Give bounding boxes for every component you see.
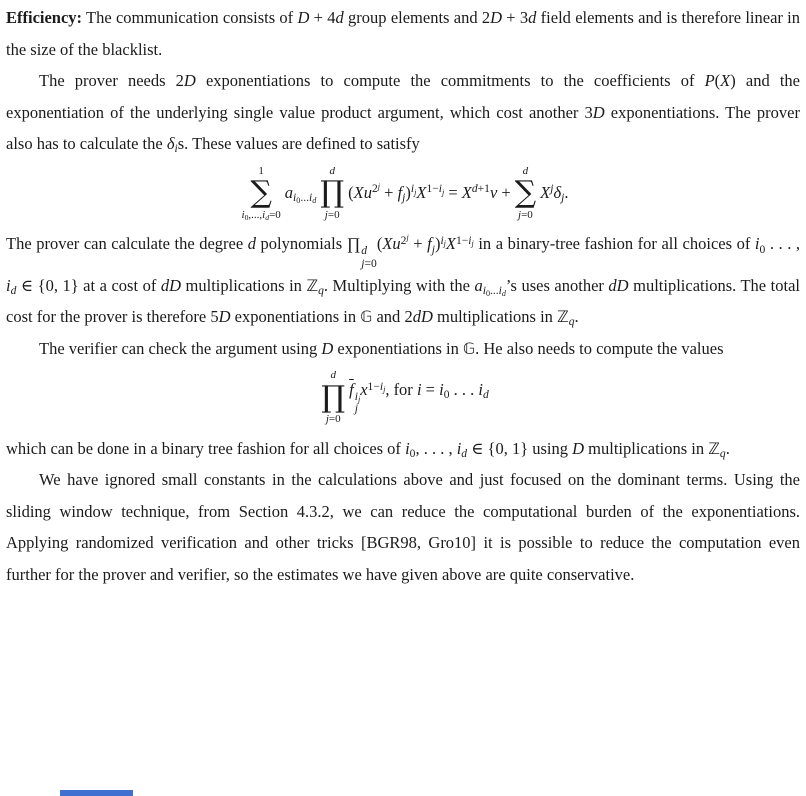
subscript bbox=[444, 239, 446, 248]
superscript bbox=[378, 182, 380, 191]
text-run: X bbox=[445, 234, 456, 254]
text-run: d bbox=[247, 234, 256, 254]
text-run: D bbox=[490, 8, 503, 27]
text-run: d bbox=[471, 183, 478, 196]
text-run: D bbox=[572, 438, 585, 458]
subscript bbox=[11, 285, 17, 297]
text-run: We have ignored small constants in the calculations above and just focused on the dominant terms. Using the sliding window technique, from Section 4.3.2, we can reduce the computational burden of the exponentiations. Applying randomized verification and other tricks [BGR98, Gro10] it is possible to reduce the computation even further for the prover and verifier, so the estimates we have given above are quite conservative. bbox=[6, 470, 800, 584]
superscript bbox=[440, 235, 445, 247]
equation-body bbox=[285, 183, 316, 204]
display-equation bbox=[6, 165, 800, 222]
text-run: =0 bbox=[364, 257, 377, 270]
subscript bbox=[442, 188, 444, 197]
superscript bbox=[361, 245, 367, 257]
subscript bbox=[355, 403, 358, 415]
text-run: j bbox=[325, 413, 329, 426]
subscript bbox=[502, 289, 506, 298]
text-run: . He also needs to compute the values bbox=[475, 338, 724, 358]
text-run: q bbox=[318, 284, 324, 297]
text-run: dD bbox=[160, 275, 182, 295]
text-run: =0 bbox=[328, 413, 341, 426]
lower-limit bbox=[518, 209, 533, 222]
text-run: multiplications in bbox=[181, 275, 307, 295]
text-run: d bbox=[361, 245, 368, 258]
text-run: dD bbox=[608, 275, 629, 295]
text-run: i bbox=[456, 438, 462, 458]
subscript bbox=[383, 385, 385, 394]
superscript bbox=[550, 183, 553, 195]
subscript bbox=[569, 316, 575, 328]
text-run: ) bbox=[730, 71, 736, 90]
text-run: Efficiency: bbox=[6, 8, 83, 27]
text-run: d bbox=[335, 8, 344, 27]
subscript bbox=[174, 143, 177, 155]
text-run: D bbox=[321, 338, 334, 358]
subscript bbox=[312, 196, 316, 205]
text-run: 0 bbox=[443, 389, 450, 402]
text-run: X bbox=[416, 182, 427, 202]
bottom-blue-bar bbox=[60, 790, 133, 796]
subscript bbox=[318, 285, 324, 297]
subscript bbox=[414, 188, 416, 197]
subscript bbox=[265, 213, 269, 222]
subscript bbox=[296, 196, 300, 205]
superscript bbox=[472, 183, 490, 195]
superscript bbox=[401, 235, 409, 247]
text-run: dD bbox=[412, 307, 433, 327]
text-run: ∈ {0, 1} at a cost of bbox=[16, 275, 161, 295]
text-run: 5 bbox=[210, 307, 219, 327]
text-run: . . . bbox=[449, 379, 479, 399]
subscript bbox=[245, 213, 249, 222]
text-run: i bbox=[410, 183, 415, 196]
sup-sub-stack bbox=[361, 245, 377, 269]
text-run: . Multiplying with the bbox=[323, 275, 475, 295]
lower-limit bbox=[242, 209, 281, 222]
text-run: +1 bbox=[477, 183, 490, 196]
text-run: j bbox=[441, 187, 445, 197]
text-run: i bbox=[468, 235, 472, 248]
text-run: + bbox=[497, 182, 511, 202]
text-run: ,..., bbox=[248, 208, 263, 221]
text-run: and the exponentiation of the underlying single value product argument, which cost another bbox=[6, 71, 800, 122]
operator-glyph: ∑ bbox=[514, 175, 537, 211]
subscript bbox=[293, 192, 316, 204]
big-operator bbox=[242, 165, 281, 222]
text-run: i bbox=[293, 191, 297, 204]
text-run: d bbox=[329, 164, 335, 177]
text-run: ℤ bbox=[708, 438, 720, 458]
text-run: The communication consists of bbox=[82, 8, 298, 27]
text-run: ’s bbox=[505, 275, 517, 295]
text-run: i bbox=[416, 379, 422, 399]
subscript bbox=[486, 289, 490, 298]
text-run: q bbox=[568, 316, 575, 329]
text-run: d bbox=[482, 389, 489, 402]
text-run: f bbox=[427, 234, 432, 254]
text-run: 𝔾 bbox=[463, 338, 476, 358]
lower-limit bbox=[326, 413, 341, 426]
superscript bbox=[456, 235, 474, 247]
text-run: j bbox=[361, 257, 365, 270]
text-run: i bbox=[405, 438, 410, 458]
text-run: =0 bbox=[521, 208, 533, 221]
text-run: X bbox=[720, 71, 731, 90]
operator-glyph: ∏ bbox=[321, 379, 346, 415]
text-run: 2 bbox=[400, 235, 407, 248]
text-run: + 4 bbox=[309, 8, 336, 27]
text-run: . bbox=[725, 438, 730, 458]
text-run: 𝔾 bbox=[360, 307, 373, 327]
text-run: which can be done in a binary tree fashion for all choices of bbox=[6, 438, 406, 458]
text-run: X bbox=[461, 182, 472, 202]
text-run: The prover can calculate the degree bbox=[6, 234, 248, 254]
text-run: j bbox=[354, 403, 358, 416]
subscript bbox=[432, 244, 435, 256]
text-run: + 3 bbox=[502, 8, 529, 27]
text-run: j bbox=[402, 191, 406, 204]
lower-limit bbox=[325, 209, 340, 222]
text-run: d bbox=[522, 164, 529, 177]
subscript bbox=[483, 389, 489, 401]
text-run: j bbox=[324, 208, 328, 221]
text-run: j bbox=[357, 395, 361, 405]
text-run: j bbox=[550, 183, 554, 196]
text-run: d bbox=[501, 289, 506, 299]
text-run: s. These values are defined to satisfy bbox=[177, 134, 420, 153]
text-run: =0 bbox=[327, 208, 340, 221]
text-run: Xu bbox=[353, 182, 372, 202]
sup-sub-stack bbox=[355, 391, 360, 415]
text-run: 2 bbox=[481, 8, 491, 27]
text-run: 1− bbox=[367, 380, 380, 393]
text-run: ( bbox=[376, 234, 383, 254]
paragraph bbox=[6, 333, 800, 365]
paragraph bbox=[6, 464, 800, 590]
subscript bbox=[483, 285, 506, 297]
text-run: i bbox=[482, 284, 486, 297]
paragraph bbox=[6, 65, 800, 160]
operator-glyph: ∏ bbox=[320, 175, 345, 211]
text-run: . . . , bbox=[765, 234, 801, 254]
text-run: i bbox=[308, 191, 313, 204]
text-run: j bbox=[414, 187, 417, 197]
text-run: ) bbox=[405, 182, 411, 202]
text-run: 2 bbox=[371, 183, 378, 196]
text-run: f bbox=[397, 182, 403, 202]
text-run: $\overline{f}$ bbox=[349, 379, 354, 399]
text-run: i bbox=[379, 380, 384, 393]
text-run: 1− bbox=[426, 183, 439, 196]
superscript bbox=[426, 183, 444, 195]
text-run: . bbox=[564, 182, 569, 202]
text-run: 0 bbox=[485, 289, 490, 299]
text-run: and bbox=[372, 307, 405, 327]
text-run: The verifier can check the argument using bbox=[39, 338, 322, 358]
text-run: exponentiations to compute the commitments to the coefficients of bbox=[195, 71, 705, 90]
text-run: 2 bbox=[404, 307, 413, 327]
text-run: ( bbox=[348, 182, 354, 202]
text-run: , for bbox=[385, 379, 417, 399]
text-run: d bbox=[265, 212, 270, 222]
superscript bbox=[406, 233, 408, 242]
text-run: in a binary-tree fashion for all choices of bbox=[473, 234, 755, 254]
text-run: i bbox=[6, 275, 11, 295]
text-run: 3 bbox=[584, 102, 593, 122]
big-operator bbox=[321, 369, 345, 426]
text-run: ∏ bbox=[346, 234, 361, 254]
text-run: i bbox=[439, 379, 444, 399]
text-run: j bbox=[561, 191, 565, 204]
subscript bbox=[472, 239, 474, 248]
text-run: i bbox=[478, 379, 483, 399]
text-run: 0 bbox=[759, 243, 766, 256]
superscript bbox=[411, 183, 416, 195]
text-run: j bbox=[471, 239, 474, 249]
text-run: a bbox=[474, 275, 483, 295]
subscript bbox=[561, 192, 564, 204]
text-run: ... bbox=[489, 284, 499, 297]
text-run: i bbox=[754, 234, 760, 254]
text-run: q bbox=[719, 448, 726, 461]
text-run: d bbox=[461, 448, 468, 461]
text-run: D bbox=[297, 8, 310, 27]
text-run: multiplications in bbox=[584, 438, 709, 458]
text-run: Xu bbox=[382, 234, 401, 254]
big-operator bbox=[320, 165, 344, 222]
subscript bbox=[444, 389, 450, 401]
text-run: = bbox=[421, 379, 440, 399]
text-run: i bbox=[438, 183, 442, 196]
equation-body bbox=[349, 380, 489, 415]
text-run: i bbox=[354, 391, 358, 404]
superscript bbox=[368, 381, 386, 393]
text-run: =0 bbox=[269, 208, 281, 221]
subscript bbox=[461, 448, 467, 460]
text-run: + bbox=[408, 234, 428, 254]
display-equation bbox=[6, 369, 800, 426]
text-run: field elements and is therefore linear in the size of the blacklist. bbox=[6, 8, 801, 59]
text-run: i bbox=[174, 143, 178, 156]
text-run: . bbox=[574, 307, 579, 327]
paragraph bbox=[6, 433, 800, 465]
text-run: j bbox=[383, 384, 386, 394]
text-run: j bbox=[406, 233, 409, 243]
text-run: a bbox=[284, 182, 294, 202]
text-run: The prover needs bbox=[39, 71, 176, 90]
operator-glyph: ∑ bbox=[250, 175, 272, 211]
text-run: j bbox=[431, 243, 435, 256]
text-run: j bbox=[377, 181, 381, 191]
text-run: exponentiations in bbox=[333, 338, 463, 358]
text-run: P bbox=[704, 71, 715, 90]
text-run: 1 bbox=[258, 164, 264, 177]
text-run: δ bbox=[166, 134, 175, 153]
text-run: X bbox=[540, 182, 551, 202]
text-run: 0 bbox=[409, 448, 416, 461]
paragraph bbox=[6, 228, 800, 332]
big-operator bbox=[515, 165, 536, 222]
text-run: , . . . , bbox=[415, 438, 457, 458]
text-run: ℤ bbox=[306, 275, 319, 295]
text-run: D bbox=[592, 102, 605, 122]
text-run: i bbox=[262, 208, 266, 221]
text-run: ... bbox=[300, 191, 309, 204]
text-run: d bbox=[312, 196, 317, 206]
equation-body bbox=[540, 183, 568, 204]
text-run: ( bbox=[714, 71, 721, 90]
text-run: multiplications. The total cost for the prover is therefore bbox=[6, 275, 800, 327]
text-run: polynomials bbox=[255, 234, 347, 254]
text-run: multiplications in bbox=[432, 307, 558, 327]
text-run: 0 bbox=[244, 212, 249, 222]
text-run: δ bbox=[553, 182, 562, 202]
text-run: 0 bbox=[296, 196, 301, 206]
text-run: i bbox=[241, 208, 245, 221]
subscript bbox=[759, 244, 765, 256]
equation-body bbox=[348, 183, 511, 204]
text-run: j bbox=[518, 208, 522, 221]
subscript bbox=[402, 192, 405, 204]
subscript bbox=[410, 448, 416, 460]
text-run: + bbox=[380, 182, 398, 202]
text-run: d bbox=[330, 369, 336, 382]
text-run: j bbox=[443, 239, 446, 249]
text-run: ℤ bbox=[557, 307, 569, 327]
text-run: d bbox=[528, 8, 537, 27]
text-run: exponentiations in bbox=[230, 307, 361, 327]
text-run: ) bbox=[434, 234, 441, 254]
subscript bbox=[358, 395, 360, 404]
text-run: = bbox=[444, 182, 462, 202]
text-run: uses another bbox=[516, 275, 609, 295]
text-run: x bbox=[360, 379, 368, 399]
text-run: 2 bbox=[175, 71, 184, 90]
superscript bbox=[372, 183, 380, 195]
text-run: group elements and bbox=[343, 8, 482, 27]
text-run: ∈ {0, 1} using bbox=[467, 438, 573, 458]
text-run: D bbox=[183, 71, 196, 90]
paragraph bbox=[6, 2, 800, 65]
text-run: d bbox=[10, 284, 17, 297]
subscript bbox=[361, 258, 377, 270]
text-run: D bbox=[218, 307, 231, 327]
text-run: i bbox=[440, 235, 444, 248]
text-run: i bbox=[498, 284, 502, 297]
text-run: exponentiations. The prover also has to calculate the bbox=[6, 102, 800, 153]
text-run: 1− bbox=[456, 235, 469, 248]
text-run: v bbox=[489, 182, 498, 202]
subscript bbox=[720, 448, 726, 460]
